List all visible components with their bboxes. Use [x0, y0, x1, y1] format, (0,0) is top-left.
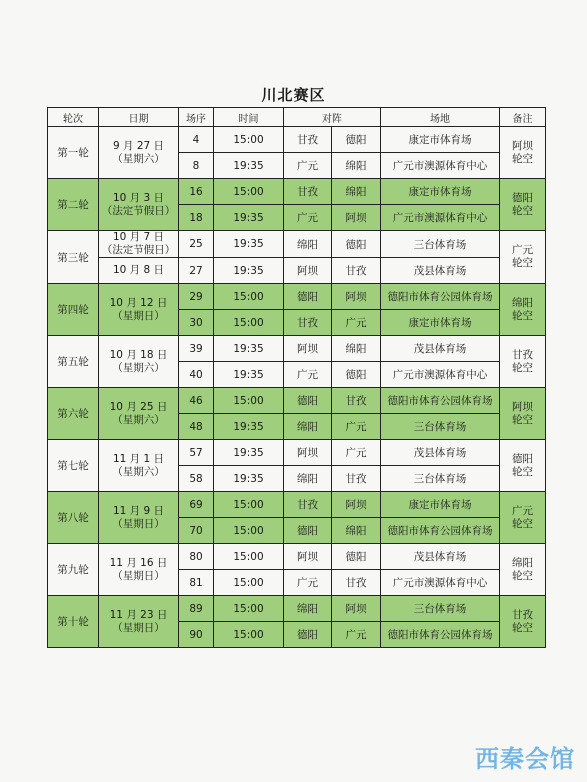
- away-team-cell: 绵阳: [332, 336, 381, 362]
- time-cell: 15:00: [214, 127, 284, 153]
- text-line: （星期日）: [112, 517, 165, 530]
- home-team-cell: 广元: [284, 362, 332, 388]
- stacked-text: [99, 453, 178, 479]
- text-line: 轮空: [512, 517, 533, 530]
- stacked-text: [500, 401, 545, 427]
- stacked-text: [99, 557, 178, 583]
- text-line: 绵阳: [512, 556, 533, 569]
- match-no-cell: 30: [179, 310, 214, 336]
- stacked-text: [99, 609, 178, 635]
- text-line: 轮空: [512, 465, 533, 478]
- table-row: [48, 440, 546, 466]
- home-team-cell: 阿坝: [284, 258, 332, 284]
- round-cell: 第二轮: [48, 179, 99, 231]
- text-line: 甘孜: [512, 608, 533, 621]
- venue-cell: 广元市澳源体育中心: [381, 362, 500, 388]
- home-team-cell: 甘孜: [284, 127, 332, 153]
- text-line: 德阳: [512, 191, 533, 204]
- stacked-text: [99, 505, 178, 531]
- time-cell: 19:35: [214, 414, 284, 440]
- match-no-cell: 70: [179, 518, 214, 544]
- away-team-cell: 绵阳: [332, 518, 381, 544]
- away-team-cell: 德阳: [332, 362, 381, 388]
- time-cell: 19:35: [214, 258, 284, 284]
- header-round: 轮次: [48, 108, 99, 127]
- table-row: [48, 284, 546, 310]
- text-line: 11 月 9 日: [112, 504, 165, 517]
- stacked-text: [500, 140, 545, 166]
- table-row: [48, 388, 546, 414]
- match-no-cell: 57: [179, 440, 214, 466]
- stacked-text: [500, 557, 545, 583]
- text-line: 11 月 16 日: [109, 556, 168, 569]
- date-cell: [99, 336, 179, 388]
- text-line: （法定节假日）: [101, 204, 176, 217]
- table-row: [48, 336, 546, 362]
- venue-cell: 康定市体育场: [381, 179, 500, 205]
- schedule-table: [47, 107, 546, 648]
- text-line: 轮空: [512, 152, 533, 165]
- match-no-cell: 16: [179, 179, 214, 205]
- match-no-cell: 18: [179, 205, 214, 231]
- home-team-cell: 广元: [284, 205, 332, 231]
- table-row: [48, 179, 546, 205]
- header-match-no: 场序: [179, 108, 214, 127]
- round-cell: 第三轮: [48, 231, 99, 284]
- round-cell: 第六轮: [48, 388, 99, 440]
- round-cell: 第十轮: [48, 596, 99, 648]
- venue-cell: 广元市澳源体育中心: [381, 153, 500, 179]
- date-cell: [99, 258, 179, 284]
- time-cell: 15:00: [214, 388, 284, 414]
- stacked-text: [99, 349, 178, 375]
- text-line: 广元: [512, 504, 533, 517]
- note-cell: [500, 440, 546, 492]
- match-no-cell: 29: [179, 284, 214, 310]
- note-cell: [500, 231, 546, 284]
- venue-cell: 德阳市体育公园体育场: [381, 518, 500, 544]
- date-cell: [99, 284, 179, 336]
- note-cell: [500, 284, 546, 336]
- stacked-text: [500, 244, 545, 270]
- home-team-cell: 阿坝: [284, 544, 332, 570]
- table-row: [48, 492, 546, 518]
- away-team-cell: 广元: [332, 310, 381, 336]
- text-line: （星期六）: [112, 465, 165, 478]
- round-cell: 第五轮: [48, 336, 99, 388]
- date-cell: [99, 440, 179, 492]
- away-team-cell: 德阳: [332, 231, 381, 258]
- venue-cell: 三台体育场: [381, 231, 500, 258]
- venue-cell: 康定市体育场: [381, 492, 500, 518]
- venue-cell: 三台体育场: [381, 466, 500, 492]
- home-team-cell: 阿坝: [284, 440, 332, 466]
- text-line: 10 月 18 日: [109, 348, 168, 361]
- text-line: 广元: [512, 244, 533, 256]
- date-cell: [99, 127, 179, 179]
- home-team-cell: 绵阳: [284, 414, 332, 440]
- away-team-cell: 绵阳: [332, 153, 381, 179]
- header-time: 时间: [214, 108, 284, 127]
- text-line: （星期六）: [112, 361, 165, 374]
- time-cell: 15:00: [214, 284, 284, 310]
- away-team-cell: 广元: [332, 622, 381, 648]
- away-team-cell: 阿坝: [332, 284, 381, 310]
- match-no-cell: 46: [179, 388, 214, 414]
- venue-cell: 三台体育场: [381, 596, 500, 622]
- venue-cell: 广元市澳源体育中心: [381, 570, 500, 596]
- time-cell: 15:00: [214, 596, 284, 622]
- date-cell: [99, 544, 179, 596]
- home-team-cell: 德阳: [284, 284, 332, 310]
- match-no-cell: 27: [179, 258, 214, 284]
- time-cell: 15:00: [214, 544, 284, 570]
- round-cell: 第七轮: [48, 440, 99, 492]
- venue-cell: 茂县体育场: [381, 258, 500, 284]
- home-team-cell: 德阳: [284, 622, 332, 648]
- text-line: （星期日）: [112, 309, 165, 322]
- time-cell: 19:35: [214, 440, 284, 466]
- venue-cell: 广元市澳源体育中心: [381, 205, 500, 231]
- away-team-cell: 阿坝: [332, 596, 381, 622]
- page-title: 川北赛区: [261, 86, 326, 104]
- away-team-cell: 甘孜: [332, 388, 381, 414]
- venue-cell: 茂县体育场: [381, 544, 500, 570]
- text-line: 10 月 3 日: [112, 191, 165, 204]
- date-cell: [99, 231, 179, 258]
- text-line: 轮空: [512, 361, 533, 374]
- home-team-cell: 阿坝: [284, 336, 332, 362]
- text-line: 轮空: [512, 621, 533, 634]
- text-line: 9 月 27 日: [112, 139, 165, 152]
- away-team-cell: 德阳: [332, 127, 381, 153]
- note-cell: [500, 492, 546, 544]
- away-team-cell: 甘孜: [332, 570, 381, 596]
- stacked-text: [99, 297, 178, 323]
- away-team-cell: 绵阳: [332, 179, 381, 205]
- text-line: （星期六）: [112, 413, 165, 426]
- text-line: （星期日）: [112, 621, 165, 634]
- home-team-cell: 广元: [284, 153, 332, 179]
- table-body: [48, 127, 546, 648]
- stacked-text: [500, 297, 545, 323]
- time-cell: 15:00: [214, 622, 284, 648]
- text-line: （法定节假日）: [101, 244, 176, 256]
- home-team-cell: 甘孜: [284, 310, 332, 336]
- match-no-cell: 39: [179, 336, 214, 362]
- text-line: 阿坝: [512, 400, 533, 413]
- away-team-cell: 阿坝: [332, 492, 381, 518]
- note-cell: [500, 336, 546, 388]
- note-cell: [500, 127, 546, 179]
- away-team-cell: 甘孜: [332, 258, 381, 284]
- venue-cell: 康定市体育场: [381, 127, 500, 153]
- table-row: [48, 596, 546, 622]
- note-cell: [500, 544, 546, 596]
- home-team-cell: 广元: [284, 570, 332, 596]
- text-line: 德阳: [512, 452, 533, 465]
- away-team-cell: 甘孜: [332, 466, 381, 492]
- text-line: 10 月 7 日: [112, 231, 165, 243]
- match-no-cell: 40: [179, 362, 214, 388]
- stacked-text: [500, 453, 545, 479]
- round-cell: 第八轮: [48, 492, 99, 544]
- venue-cell: 茂县体育场: [381, 440, 500, 466]
- text-line: 轮空: [512, 204, 533, 217]
- round-cell: 第九轮: [48, 544, 99, 596]
- match-no-cell: 48: [179, 414, 214, 440]
- time-cell: 19:35: [214, 153, 284, 179]
- home-team-cell: 德阳: [284, 388, 332, 414]
- match-no-cell: 81: [179, 570, 214, 596]
- away-team-cell: 阿坝: [332, 205, 381, 231]
- table-row: [48, 231, 546, 258]
- time-cell: 19:35: [214, 231, 284, 258]
- table-row: [48, 258, 546, 284]
- header-note: 备注: [500, 108, 546, 127]
- match-no-cell: 90: [179, 622, 214, 648]
- header-date: 日期: [99, 108, 179, 127]
- match-no-cell: 25: [179, 231, 214, 258]
- text-line: 10 月 12 日: [109, 296, 168, 309]
- time-cell: 15:00: [214, 518, 284, 544]
- stacked-text: [500, 609, 545, 635]
- stacked-text: [99, 192, 178, 218]
- time-cell: 15:00: [214, 310, 284, 336]
- match-no-cell: 8: [179, 153, 214, 179]
- away-team-cell: 广元: [332, 440, 381, 466]
- table-header: [48, 108, 546, 127]
- note-cell: [500, 179, 546, 231]
- text-line: 阿坝: [512, 139, 533, 152]
- time-cell: 19:35: [214, 466, 284, 492]
- date-cell: [99, 179, 179, 231]
- venue-cell: 茂县体育场: [381, 336, 500, 362]
- venue-cell: 康定市体育场: [381, 310, 500, 336]
- venue-cell: 德阳市体育公园体育场: [381, 284, 500, 310]
- header-matchup: 对阵: [284, 108, 381, 127]
- text-line: 11 月 23 日: [109, 608, 168, 621]
- text-line: 轮空: [512, 569, 533, 582]
- note-cell: [500, 388, 546, 440]
- home-team-cell: 甘孜: [284, 492, 332, 518]
- match-no-cell: 89: [179, 596, 214, 622]
- text-line: 绵阳: [512, 296, 533, 309]
- away-team-cell: 广元: [332, 414, 381, 440]
- stacked-text: [500, 349, 545, 375]
- away-team-cell: 德阳: [332, 544, 381, 570]
- home-team-cell: 绵阳: [284, 596, 332, 622]
- date-cell: [99, 492, 179, 544]
- time-cell: 19:35: [214, 336, 284, 362]
- text-line: 11 月 1 日: [112, 452, 165, 465]
- venue-cell: 德阳市体育公园体育场: [381, 388, 500, 414]
- text-line: 轮空: [512, 413, 533, 426]
- home-team-cell: 德阳: [284, 518, 332, 544]
- text-line: 甘孜: [512, 348, 533, 361]
- stacked-text: [500, 505, 545, 531]
- stacked-text: [500, 192, 545, 218]
- match-no-cell: 4: [179, 127, 214, 153]
- header-venue: 场地: [381, 108, 500, 127]
- round-cell: 第一轮: [48, 127, 99, 179]
- text-line: 10 月 25 日: [109, 400, 168, 413]
- time-cell: 19:35: [214, 205, 284, 231]
- match-no-cell: 58: [179, 466, 214, 492]
- table-row: [48, 127, 546, 153]
- time-cell: 15:00: [214, 570, 284, 596]
- match-no-cell: 69: [179, 492, 214, 518]
- round-cell: 第四轮: [48, 284, 99, 336]
- match-no-cell: 80: [179, 544, 214, 570]
- stacked-text: [99, 231, 178, 257]
- text-line: 10 月 8 日: [112, 264, 165, 276]
- home-team-cell: 绵阳: [284, 466, 332, 492]
- note-cell: [500, 596, 546, 648]
- home-team-cell: 甘孜: [284, 179, 332, 205]
- time-cell: 19:35: [214, 362, 284, 388]
- stacked-text: [99, 264, 178, 277]
- table-row: [48, 544, 546, 570]
- time-cell: 15:00: [214, 492, 284, 518]
- text-line: （星期六）: [112, 152, 165, 165]
- date-cell: [99, 388, 179, 440]
- date-cell: [99, 596, 179, 648]
- stacked-text: [99, 140, 178, 166]
- time-cell: 15:00: [214, 179, 284, 205]
- venue-cell: 德阳市体育公园体育场: [381, 622, 500, 648]
- home-team-cell: 绵阳: [284, 231, 332, 258]
- text-line: 轮空: [512, 309, 533, 322]
- text-line: 轮空: [512, 257, 533, 269]
- venue-cell: 三台体育场: [381, 414, 500, 440]
- stacked-text: [99, 401, 178, 427]
- watermark-logo: 西秦会馆: [475, 745, 575, 773]
- text-line: （星期日）: [112, 569, 165, 582]
